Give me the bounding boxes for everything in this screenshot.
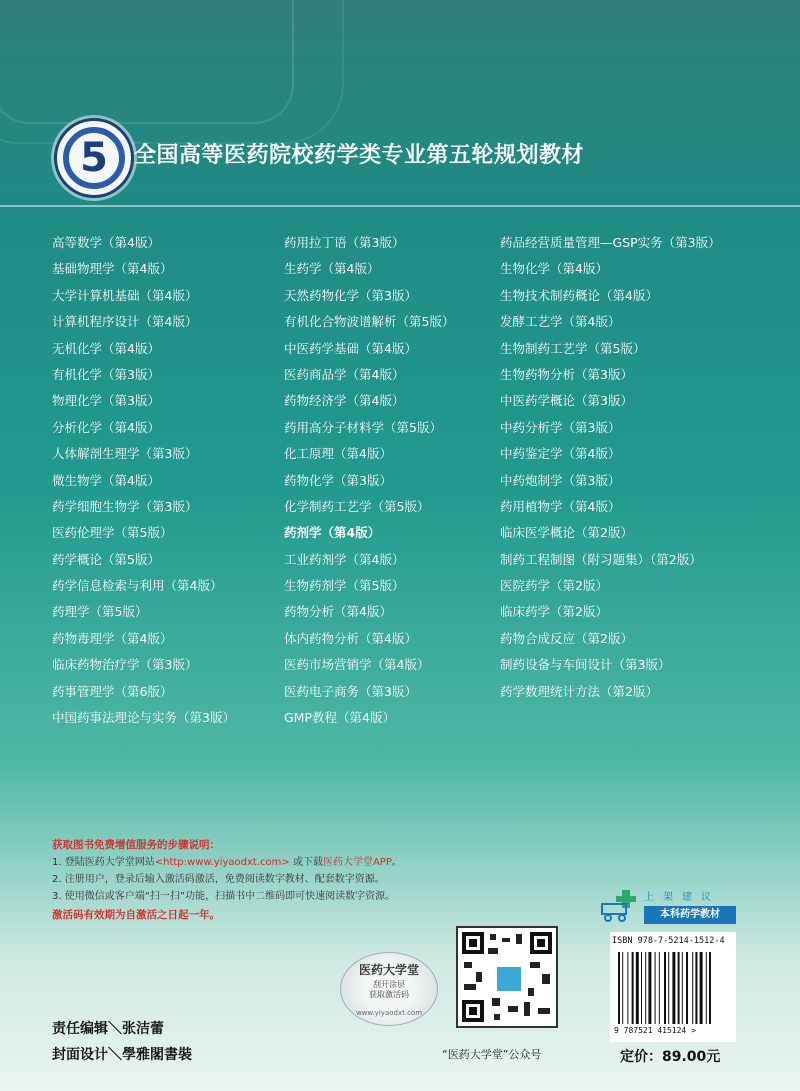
qr-logo (495, 965, 523, 993)
stamp-url: www.yiyaodxt.com (355, 1009, 423, 1017)
book-list-column-3 (500, 230, 721, 705)
stamp-line-2: 获取激活码 (369, 990, 409, 999)
book-title: 生物化学（第4版） (500, 261, 608, 277)
book-title: 药物毒理学（第4版） (52, 630, 173, 646)
book-title: 中药鉴定学（第4版） (500, 446, 621, 462)
book-title: 有机化学（第3版） (52, 366, 160, 382)
book-title: 生药学（第4版） (284, 261, 380, 277)
barcode-bar (672, 952, 675, 1024)
validity-note: 激活码有效期为自激活之日起一年。 (52, 909, 220, 921)
book-title: 中医药学基础（第4版） (284, 340, 417, 356)
book-title: 中国药事法理论与实务（第3版） (52, 710, 235, 726)
cart-icon (600, 888, 638, 922)
barcode-bar (692, 952, 693, 1024)
book-title: 药理学（第5版） (52, 604, 148, 620)
book-title: 有机化合物波谱解析（第5版） (284, 314, 455, 330)
book-title: 药用高分子材料学（第5版） (284, 419, 442, 435)
book-title: 制药设备与车间设计（第3版） (500, 657, 671, 673)
book-title: 中药炮制学（第3版） (500, 472, 621, 488)
editor-credit: 责任编辑＼张洁蕾 (52, 1021, 164, 1037)
book-title: 天然药物化学（第3版） (284, 287, 417, 303)
book-title: 分析化学（第4版） (52, 419, 160, 435)
website-link: <http:www.yiyaodxt.com> (154, 857, 290, 868)
barcode-bar (655, 952, 656, 1024)
book-title: 药学数理统计方法（第2版） (500, 683, 658, 699)
barcode-bar (706, 952, 707, 1024)
book-title: 药物经济学（第4版） (284, 393, 405, 409)
barcode-bar (668, 952, 669, 1024)
book-title: 药物化学（第3版） (284, 472, 392, 488)
book-title: 生物药物分析（第3版） (500, 366, 633, 382)
barcode-bar (682, 952, 683, 1024)
barcode-bar (627, 952, 628, 1024)
barcode-bar (641, 952, 642, 1024)
barcode-bar (618, 952, 620, 1024)
book-title: 临床医学概论（第2版） (500, 525, 633, 541)
barcode-number: 9 787521 415124 > (614, 1026, 696, 1035)
barcode-bar (700, 952, 703, 1024)
barcode-bar (664, 952, 666, 1024)
book-title: GMP教程（第4版） (284, 710, 395, 726)
book-title: 制药工程制图（附习题集）（第2版） (500, 551, 702, 567)
barcode-bar (686, 952, 688, 1024)
book-title: 生物药剂学（第5版） (284, 578, 405, 594)
barcode-bar (645, 952, 646, 1024)
stamp-name: 医药大学堂 (358, 963, 419, 977)
book-title: 生物制药工艺学（第5版） (500, 340, 646, 356)
book-title: 发酵工艺学（第4版） (500, 314, 621, 330)
scratch-activation-stamp (340, 952, 438, 1026)
book-title: 药事管理学（第6版） (52, 683, 173, 699)
book-title: 医院药学（第2版） (500, 578, 608, 594)
book-title: 药用拉丁语（第3版） (284, 235, 405, 250)
book-title: 临床药学（第2版） (500, 604, 608, 620)
book-title: 中药分析学（第3版） (500, 419, 621, 435)
book-title: 物理化学（第3版） (52, 393, 160, 409)
book-title: 医药电子商务（第3版） (284, 683, 417, 699)
barcode-bar (659, 952, 660, 1024)
book-title: 药学信息检索与利用（第4版） (52, 578, 223, 594)
book-title: 化学制药工艺学（第5版） (284, 498, 430, 514)
shelving-suggestion (598, 886, 738, 926)
barcode-bar (636, 952, 639, 1024)
book-title: 药用植物学（第4版） (500, 498, 621, 514)
stamp-line-1: 刮开涂层 (373, 980, 405, 989)
barcode-bar (678, 952, 680, 1024)
price: 定价：89.00元 (620, 1049, 721, 1065)
step-3: 3. 使用微信或客户端“扫一扫”功能，扫描书中二维码即可快速阅读数字资源。 (52, 891, 396, 902)
book-title: 医药商品学（第4版） (284, 366, 405, 382)
barcode-bar (695, 952, 697, 1024)
barcode-block (610, 932, 736, 1042)
book-title: 药品经营质量管理—GSP实务（第3版） (500, 235, 721, 250)
series-title: 全国高等医药院校药学类专业第五轮规划教材 (134, 143, 585, 168)
book-title: 基础物理学（第4版） (52, 261, 173, 277)
app-name: 医药大学堂APP (322, 857, 392, 868)
series-logo-digit: 5 (80, 135, 108, 181)
barcode (616, 952, 732, 1024)
book-title: 工业药剂学（第4版） (284, 551, 405, 567)
book-list-column-1 (52, 230, 235, 731)
book-title-current: 药剂学（第4版） (284, 525, 381, 541)
shelf-label: 上架建议 (644, 892, 720, 903)
book-title: 临床药物治疗学（第3版） (52, 657, 198, 673)
book-title: 药物分析（第4版） (284, 604, 392, 620)
qr-code (456, 926, 558, 1028)
book-title: 药学概论（第5版） (52, 551, 160, 567)
barcode-bar (648, 952, 651, 1024)
barcode-bar (709, 952, 711, 1024)
book-title: 体内药物分析（第4版） (284, 630, 417, 646)
cover-design-credit: 封面设计＼學雅閣書裝 (52, 1047, 192, 1063)
service-steps (52, 836, 402, 925)
book-title: 大学计算机基础（第4版） (52, 287, 198, 303)
barcode-bar (632, 952, 634, 1024)
barcode-bar (622, 952, 623, 1024)
book-title: 高等数学（第4版） (52, 235, 160, 250)
book-title: 无机化学（第4版） (52, 340, 160, 356)
book-title: 化工原理（第4版） (284, 446, 392, 462)
divider (0, 205, 800, 207)
qr-caption: “医药大学堂”公众号 (442, 1048, 542, 1061)
book-title: 计算机程序设计（第4版） (52, 314, 198, 330)
book-title: 药物合成反应（第2版） (500, 630, 633, 646)
step-1: 1. 登陆医药大学堂网站<http:www.yiyaodxt.com> 或下载医药大学堂APP。 (52, 857, 402, 868)
decorative-ring (0, 0, 294, 124)
step-2: 2. 注册用户，登录后输入激活码激活，免费阅读数字教材、配套数字资源。 (52, 874, 385, 885)
book-title: 人体解剖生理学（第3版） (52, 446, 198, 462)
book-title: 医药市场营销学（第4版） (284, 657, 430, 673)
book-title: 中医药学概论（第3版） (500, 393, 633, 409)
book-title: 医药伦理学（第5版） (52, 525, 173, 541)
series-logo (54, 118, 134, 198)
book-title: 药学细胞生物学（第3版） (52, 498, 198, 514)
shelf-category: 本科药学教材 (644, 906, 736, 924)
book-title: 微生物学（第4版） (52, 472, 160, 488)
isbn-text: ISBN 978-7-5214-1512-4 (612, 936, 725, 946)
steps-heading: 获取图书免费增值服务的步骤说明： (52, 839, 220, 851)
book-list-column-2 (284, 230, 454, 731)
book-title: 生物技术制药概论（第4版） (500, 287, 658, 303)
